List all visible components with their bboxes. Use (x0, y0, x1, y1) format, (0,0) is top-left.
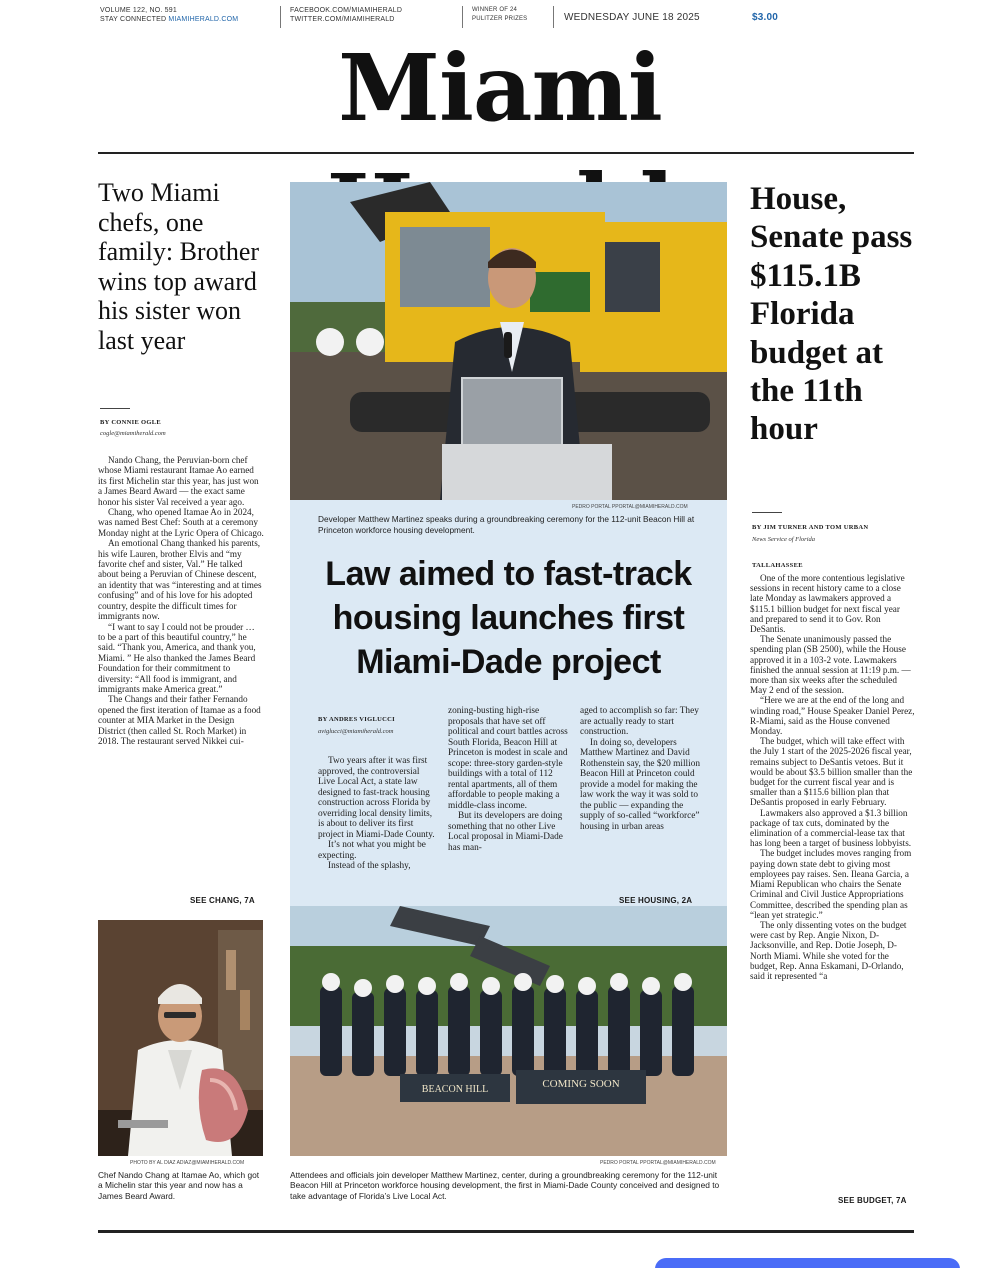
top-photo-credit: PEDRO PORTAL PPORTAL@MIAMIHERALD.COM (572, 504, 688, 510)
social-links (290, 6, 402, 24)
right-news-service: News Service of Florida (752, 536, 816, 543)
chef-photo-credit: PHOTO BY AL DIAZ ADIAZ@MIAMIHERALD.COM (130, 1160, 245, 1166)
paragraph: Lawmakers also approved a $1.3 billion package of tax cuts, dominated by the elimination of a commercial-lease tax that has long been a target of business lobbyists. (750, 807, 912, 849)
bottom-photo-groundbreaking[interactable] (290, 906, 727, 1156)
paragraph: The budget includes moves ranging from paying down state debt to giving most employees pay raises. Sen. Ileana Garcia, a Miami Republican who chairs the Senate Criminal and Civil Justice Appropriations Committee, described the spending plan as “lean yet strategic.” (750, 848, 912, 920)
left-author-email[interactable]: cogle@miamiherald.com (100, 430, 166, 437)
left-story-jump-link[interactable]: SEE CHANG, 7A (190, 896, 255, 905)
center-story-col-2 (448, 706, 572, 853)
facebook-link[interactable]: FACEBOOK.COM/MIAMIHERALD (290, 7, 403, 14)
bottom-photo-credit: PEDRO PORTAL PPORTAL@MIAMIHERALD.COM (600, 1160, 716, 1166)
issue-date: WEDNESDAY JUNE 18 2025 (564, 12, 700, 23)
floating-action-button[interactable] (655, 1258, 960, 1268)
twitter-link[interactable]: TWITTER.COM/MIAMIHERALD (290, 16, 395, 23)
edition-info (100, 6, 238, 24)
pulitzer-info (472, 6, 527, 24)
byline-rule (752, 512, 782, 513)
top-photo-developer[interactable] (290, 182, 727, 500)
pulitzer-line-1: WINNER OF 24 (472, 7, 518, 13)
stay-connected-label: STAY CONNECTED (100, 16, 167, 23)
header-divider (462, 6, 463, 28)
center-author-email[interactable]: aviglucci@miamiherald.com (318, 728, 394, 735)
top-photo-caption: Developer Matthew Martinez speaks during a groundbreaking ceremony for the 112-unit Beacon Hill at Princeton workforce housing development. (318, 514, 695, 535)
volume-number: VOLUME 122, NO. 591 (100, 7, 177, 14)
paragraph: zoning-busting high-rise proposals that have set off political and court battles across South Florida, Beacon Hill at Princeton is modest in scale and scope: three-story garden-style buildings with a total of 112 rental apartments, all of them affordable to people making a middle-class income. (448, 706, 568, 811)
groundbreaking-illustration (290, 906, 727, 1156)
bottom-rule (98, 1230, 914, 1233)
cover-price: $3.00 (752, 12, 779, 23)
developer-speaking-illustration (290, 182, 727, 500)
paragraph: It’s not what you might be expecting. (318, 840, 426, 861)
paragraph: Chang, who opened Itamae Ao in 2024, was named Best Chef: South at a ceremony Monday night at the Lyric Opera of Chicago. (98, 507, 264, 538)
paragraph: aged to accomplish so far: They are actually ready to start construction. (580, 706, 699, 737)
sign-coming-soon: COMING SOON (542, 1078, 620, 1090)
paragraph: One of the more contentious legislative sessions in recent history came to a close late Monday as lawmakers approved a $115.1 billion budget for next fiscal year and prepared to send it to Gov. Ron DeSantis. (750, 573, 905, 635)
paragraph: An emotional Chang thanked his parents, his wife Lauren, brother Elvis and “my favorite chef and sister, Val.” He talked about being a Peruvian of Chinese descent, an identity that was “interesting and at times confusing” and of his love for his adopted country, despite the difficult times for immigrants now. (98, 538, 262, 622)
paragraph: The only dissenting votes on the budget were cast by Rep. Angie Nixon, D-Jacksonville, and Rep. Dotie Joseph, D-North Miami. While she voted for the budget, Rep. Anna Eskamani, D-Orlando, said it represented “a (750, 919, 907, 981)
paragraph: “Here we are at the end of the long and winding road,” House Speaker Daniel Perez, R-Miami, said as the House convened Monday. (750, 695, 915, 737)
paragraph: “I want to say I could not be prouder … to be a part of this beautiful country,” he said. “Thank you, America, and thank you, Miami. ” He also thanked the James Beard Foundation for their commitment to diversity: “All food is immigrant, and immigrants make America great.” (98, 621, 256, 694)
left-story-headline[interactable]: Two Miami chefs, one family: Brother wins top award his sister won last year (98, 178, 260, 355)
masthead-rule (98, 152, 914, 154)
paragraph: Instead of the splashy, (328, 861, 411, 871)
center-story-col-3 (580, 706, 704, 832)
center-story-jump-link[interactable]: SEE HOUSING, 2A (619, 896, 693, 905)
bottom-photo-caption: Attendees and officials join developer Matthew Martinez, center, during a groundbreaking ceremony for the 112-unit Beacon Hill at Princeton workforce housing development, the first in Miami-Dade County conceived and designed to take advantage of Florida’s Live Local Act. (290, 1170, 720, 1201)
chef-photo[interactable] (98, 920, 263, 1156)
paragraph: But its developers are doing something that no other Live Local proposal in Miami-Dade has man- (448, 811, 563, 853)
left-story-body (98, 455, 264, 746)
paragraph: Two years after it was first approved, the controversial Live Local Act, a state law designed to fast-track housing construction across Florida by overriding local density limits, is about to deliver its first project in Miami-Dade County. (318, 756, 435, 840)
paragraph: The Senate unanimously passed the spending plan (SB 2500), while the House approved it in a 103-2 vote. Lawmakers finished the annual session at 11:19 p.m. — more than six weeks after the scheduled May 2 end of the session. (750, 634, 911, 696)
paragraph: In doing so, developers Matthew Martinez and David Rothenstein say, the $20 million Beacon Hill at Princeton could provide a model for making the law work the way it was sold to the public — expanding the supply of so-called “workforce” housing in urban areas (580, 737, 700, 832)
chef-photo-caption: Chef Nando Chang at Itamae Ao, which got a Michelin star this year and now has a James Beard Award. (98, 1170, 260, 1201)
header-divider (553, 6, 554, 28)
center-story-headline[interactable]: Law aimed to fast-track housing launches first Miami-Dade project (325, 555, 692, 681)
paragraph: Nando Chang, the Peruvian-born chef whose Miami restaurant Itamae Ao earned its first Michelin star this year, has just won a James Beard Award — the exact same honor his sister Val received a year ago. (98, 455, 259, 507)
right-story-jump-link[interactable]: SEE BUDGET, 7A (838, 1196, 907, 1205)
paragraph: The budget, which will take effect with the July 1 start of the 2025-2026 fiscal year, remains subject to DeSantis vetoes. But it would be about $3.5 billion smaller than the budget for the current fiscal year and is smaller than a $115.6 billion plan that DeSantis proposed in early February. (750, 736, 913, 808)
chef-illustration (98, 920, 263, 1156)
right-byline: BY JIM TURNER AND TOM URBAN (752, 524, 869, 531)
header-divider (280, 6, 281, 28)
center-byline: BY ANDRES VIGLUCCI (318, 716, 395, 723)
right-story-body (750, 573, 915, 981)
sign-beacon-hill: BEACON HILL (421, 1084, 489, 1095)
right-story-headline[interactable]: House, Senate pass $115.1B Florida budget at the 11th hour (750, 181, 913, 448)
pulitzer-line-2: PULITZER PRIZES (472, 16, 528, 22)
left-byline: BY CONNIE OGLE (100, 419, 162, 426)
dateline: TALLAHASSEE (752, 562, 803, 569)
byline-rule (100, 408, 130, 409)
center-story-col-1 (318, 756, 438, 872)
website-link[interactable]: MIAMIHERALD.COM (168, 16, 239, 23)
masthead: Miami (338, 34, 662, 142)
paragraph: The Changs and their father Fernando opened the first iteration of Itamae as a food counter at MIA Market in the Design District (then called St. Roch Market) in 2018. The restaurant served Nikkei cui- (98, 694, 261, 746)
